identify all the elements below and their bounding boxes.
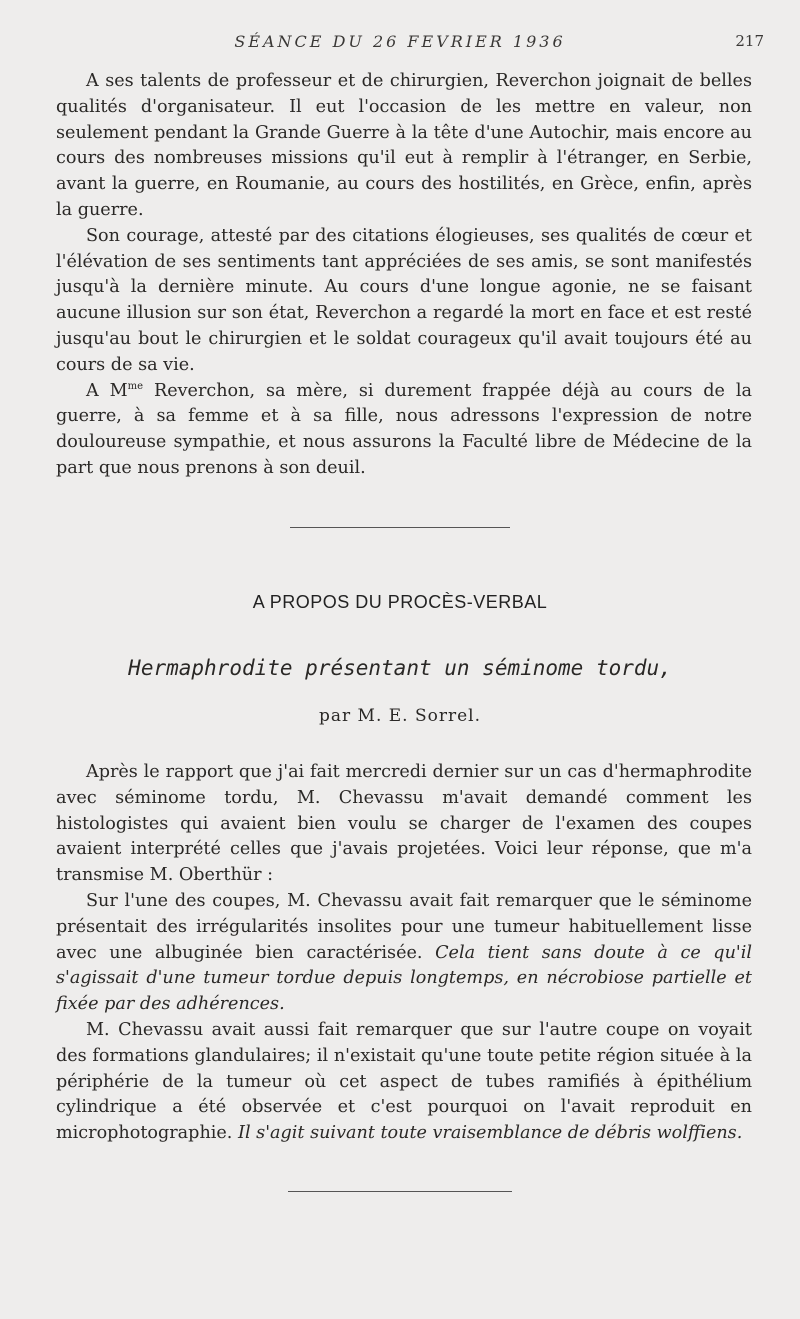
article-p2-normal: Sur l'une des coupes, M. Chevassu avait fait remarquer que le séminome présentait des irrégularités insolites pour une tumeur habituellement lisse avec une albuginée bien caractérisée.: [56, 890, 752, 963]
obituary-paragraph-3: [56, 379, 752, 482]
article-p3-normal: M. Chevassu avait aussi fait remarquer que sur l'autre coupe on voyait des formations glandulaires; il n'existait qu'une toute petite région située à la périphérie de la tumeur où cet aspect de tubes ramifiés à épithélium cylindrique a été observée et c'est pourquoi on l'avait reproduit en microphotographie.: [56, 1019, 752, 1144]
section-divider-top: [290, 527, 510, 528]
article-title: Hermaphrodite présentant un séminome tordu,: [128, 656, 672, 680]
obituary-p3-start: A M: [86, 380, 128, 401]
section-heading: A PROPOS DU PROCÈS-VERBAL: [252, 592, 548, 612]
article-paragraph-1: Après le rapport que j'ai fait mercredi dernier sur un cas d'hermaphrodite avec séminome tordu, M. Chevassu m'avait demandé comment les histologistes qui avaient bien voulu se charger de l'examen des coupes avaient interprété celles que j'avais projetées. Voici leur réponse, que m'a transmise M. Oberthür :: [56, 762, 752, 886]
page-number: 217: [735, 32, 764, 50]
article-text: [56, 760, 752, 1147]
section-divider-bottom: [288, 1191, 512, 1192]
running-header: [0, 32, 800, 56]
article-byline: par M. E. Sorrel.: [318, 706, 481, 726]
article-paragraph-2: [56, 889, 752, 1018]
obituary-p3-superscript: me: [127, 380, 144, 392]
obituary-text: [56, 69, 752, 482]
article-paragraph-3: [56, 1018, 752, 1147]
obituary-paragraph-1: A ses talents de professeur et de chirurgien, Reverchon joignait de belles qualités d'organisateur. Il eut l'occasion de les mettre en valeur, non seulement pendant la Grande Guerre à la tête d'une Autochir, mais encore au cours des nombreuses missions qu'il eut à remplir à l'étranger, en Serbie, avant la guerre, en Roumanie, au cours des hostilités, en Grèce, enfin, après la guerre.: [56, 71, 752, 220]
article-p2-italic: Cela tient sans doute à ce qu'il s'agissait d'une tumeur tordue depuis longtemps, en nécrobiose partielle et fixée par des adhérences.: [56, 942, 752, 1015]
article-p3-italic: Il s'agit suivant toute vraisemblance de débris wolffiens.: [238, 1123, 743, 1144]
running-title: SÉANCE DU 26 FEVRIER 1936: [234, 32, 566, 51]
obituary-p3-rest: Reverchon, sa mère, si durement frappée déjà au cours de la guerre, à sa femme et à sa fille, nous adressons l'expression de notre douloureuse sympathie, et nous assurons la Faculté libre de Médecine de la part que nous prenons à son deuil.: [56, 380, 752, 478]
obituary-paragraph-2: Son courage, attesté par des citations élogieuses, ses qualités de cœur et l'élévation de ses sentiments tant appréciées de ses amis, se sont manifestés jusqu'à la dernière minute. Au cours d'une longue agonie, ne se faisant aucune illusion sur son état, Reverchon a regardé la mort en face et est resté jusqu'au bout le chirurgien et le soldat courageux qu'il avait toujours été au cours de sa vie.: [56, 225, 752, 375]
